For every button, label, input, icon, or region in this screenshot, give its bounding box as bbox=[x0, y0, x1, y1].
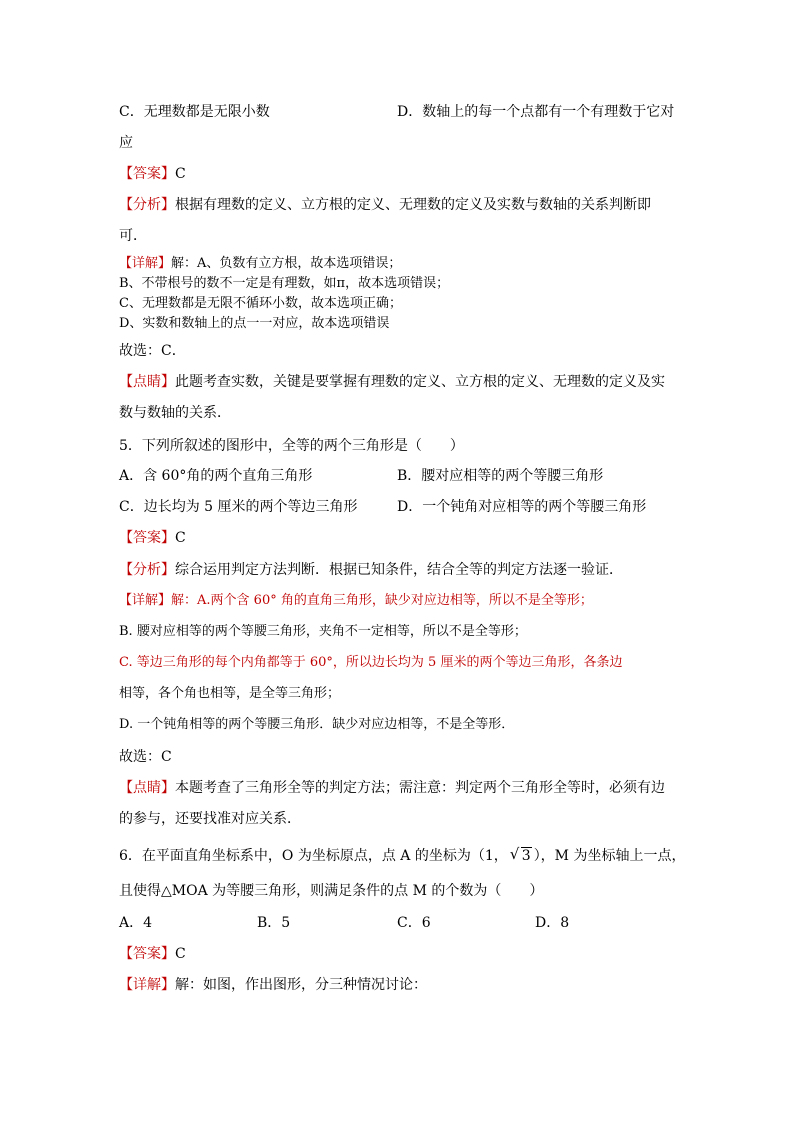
comment-tag: 【点睛】 bbox=[119, 780, 175, 796]
stem-text-a: 6．在平面直角坐标系中，O 为坐标原点，点 A 的坐标为（1， bbox=[119, 848, 508, 864]
radicand: 3 bbox=[521, 848, 531, 864]
q6-option-d: D．8 bbox=[535, 915, 570, 931]
q4-option-d-cont: 应 bbox=[119, 135, 133, 151]
analysis-tag: 【分析】 bbox=[119, 197, 175, 213]
comment-text: 此题考查实数，关键是要掌握有理数的定义、立方根的定义、无理数的定义及实 bbox=[175, 374, 665, 390]
q4-comment-cont: 数与数轴的关系． bbox=[119, 405, 231, 421]
q5-detail-2: B. 腰对应相等的两个等腰三角形，夹角不一定相等，所以不是全等形； bbox=[119, 624, 527, 639]
q4-option-d: D．数轴上的每一个点都有一个有理数于它对 bbox=[397, 104, 675, 120]
q4-detail-3: C、无理数都是无限不循环小数，故本选项正确； bbox=[119, 296, 402, 311]
comment-tag: 【点睛】 bbox=[119, 374, 175, 390]
q5-option-c: C．边长均为 5 厘米的两个等边三角形 bbox=[119, 499, 358, 515]
detail-text: 解：A、负数有立方根，故本选项错误； bbox=[171, 256, 402, 271]
q5-choose: 故选：C bbox=[119, 749, 172, 765]
analysis-text: 综合运用判定方法判断．根据已知条件，结合全等的判定方法逐一验证． bbox=[175, 562, 623, 578]
q6-answer bbox=[119, 944, 186, 964]
q5-option-b: B．腰对应相等的两个等腰三角形 bbox=[397, 468, 604, 484]
answer-tag: 【答案】 bbox=[119, 166, 175, 182]
detail-text: 解：如图，作出图形，分三种情况讨论： bbox=[175, 977, 427, 993]
q5-option-a: A．含 60°角的两个直角三角形 bbox=[119, 468, 313, 484]
q6-stem-2: 且使得△MOA 为等腰三角形，则满足条件的点 M 的个数为（ ） bbox=[119, 883, 544, 899]
q5-analysis bbox=[119, 560, 623, 580]
q5-option-d: D．一个钝角对应相等的两个等腰三角形 bbox=[397, 499, 647, 515]
q4-analysis-cont: 可． bbox=[119, 228, 147, 244]
answer-tag: 【答案】 bbox=[119, 530, 175, 546]
radical-sign-icon: √ bbox=[509, 845, 520, 863]
q5-answer bbox=[119, 528, 186, 548]
q6-detail-1 bbox=[119, 975, 427, 995]
q6-option-c: C．6 bbox=[397, 915, 431, 931]
q4-comment bbox=[119, 372, 665, 392]
detail-text: 解：A.两个含 60° 角的直角三角形，缺少对应边相等，所以不是全等形； bbox=[171, 593, 593, 608]
comment-text: 本题考查了三角形全等的判定方法；需注意：判定两个三角形全等时，必须有边 bbox=[175, 780, 665, 796]
detail-tag: 【详解】 bbox=[119, 256, 172, 271]
detail-tag: 【详解】 bbox=[119, 977, 175, 993]
q4-answer bbox=[119, 164, 186, 184]
q5-comment-cont: 的参与，还要找准对应关系． bbox=[119, 811, 301, 827]
q5-detail-5: D. 一个钝角相等的两个等腰三角形．缺少对应边相等，不是全等形． bbox=[119, 717, 515, 732]
q6-stem-1 bbox=[119, 846, 685, 866]
answer-tag: 【答案】 bbox=[119, 946, 175, 962]
q5-detail-1 bbox=[119, 591, 593, 611]
q4-detail-2: B、不带根号的数不一定是有理数，如π，故本选项错误； bbox=[119, 276, 450, 291]
answer-value: C bbox=[175, 166, 186, 182]
q5-stem: 5．下列所叙述的图形中，全等的两个三角形是（ ） bbox=[119, 438, 464, 454]
analysis-tag: 【分析】 bbox=[119, 562, 175, 578]
q5-detail-4: 相等，各个角也相等，是全等三角形； bbox=[119, 686, 341, 701]
q5-comment bbox=[119, 778, 665, 798]
sqrt-expression bbox=[510, 846, 532, 866]
q4-detail-1 bbox=[119, 254, 401, 274]
q5-detail-3: C. 等边三角形的每个内角都等于 60°，所以边长均为 5 厘米的两个等边三角形，各条边 bbox=[119, 655, 623, 670]
q6-option-b: B．5 bbox=[257, 915, 291, 931]
q4-option-c: C．无理数都是无限小数 bbox=[119, 104, 270, 120]
q4-detail-4: D、实数和数轴上的点一一对应，故本选项错误 bbox=[119, 316, 390, 331]
answer-value: C bbox=[175, 530, 186, 546]
q4-choose: 故选：C． bbox=[119, 343, 186, 359]
analysis-text: 根据有理数的定义、立方根的定义、无理数的定义及实数与数轴的关系判断即 bbox=[175, 197, 651, 213]
answer-value: C bbox=[175, 946, 186, 962]
q4-analysis bbox=[119, 195, 651, 215]
stem-text-b: ），M 为坐标轴上一点， bbox=[533, 848, 686, 864]
q6-option-a: A．4 bbox=[119, 915, 153, 931]
detail-tag: 【详解】 bbox=[119, 593, 172, 608]
